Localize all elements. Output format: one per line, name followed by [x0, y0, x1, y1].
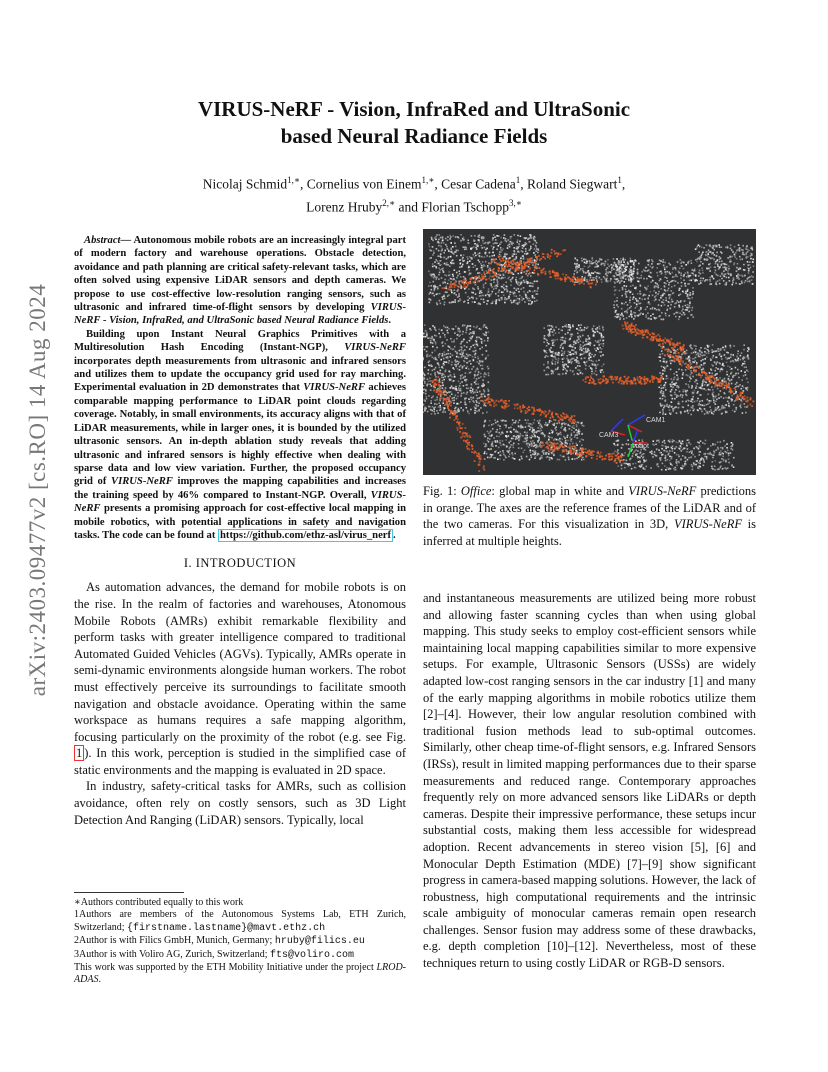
footnote-affiliation-1: [74, 909, 406, 935]
author-affiliation: 1: [617, 175, 622, 185]
abstract-text: improves the mapping capabilities and increases the training speed by 46% compared to Instant-NGP. Overall,: [74, 476, 406, 501]
abstract-text: .: [393, 529, 396, 541]
label-cam3: CAM3: [599, 432, 619, 439]
author-affiliation: 2,∗: [382, 197, 396, 208]
author-name: , Cesar Cadena: [434, 176, 516, 192]
caption-emphasis: VIRUS-NeRF: [628, 484, 697, 498]
abstract-text: presents a promising approach for cost-effective local mapping in mobile robotics, with potential applications in safety and navigation tasks. The code can be found at: [74, 503, 406, 541]
title-line-1: VIRUS-NeRF - Vision, InfraRed and UltraSonic: [197, 97, 631, 121]
author-name: , Roland Siegwart: [520, 176, 618, 192]
author-line-2: [120, 194, 708, 217]
caption-text: Fig. 1:: [423, 484, 461, 498]
label-cam1: CAM1: [646, 417, 666, 424]
footnote-affiliation-3: [74, 949, 406, 962]
abstract-emphasis: VIRUS-NeRF - Vision, InfraRed, and UltraSonic based Neural Radiance Fields: [74, 302, 406, 327]
footnote-text: This work was supported by the ETH Mobility Initiative under the project: [74, 962, 377, 974]
abstract-text: achieves comparable mapping performance to LiDAR point clouds regarding coverage. Notably, in small environments, its accuracy aligns with that of LiDAR measurements, while in larger ones, it is bounded by the utilized ultrasonic sensors. An in-depth ablation study reveals that adding ultrasonic and infrared sensors is highly effective when dealing with sparse data and low view variation. Further, the proposed occupancy grid of: [74, 382, 406, 488]
left-column: [74, 234, 406, 828]
abstract-paragraph-1: [74, 234, 406, 328]
author-affiliation: 1: [515, 175, 521, 185]
author-list: [120, 171, 708, 216]
abstract-text: incorporates depth measurements from ultrasonic and infrared sensors and utilizes them to update the occupancy grid used for ray marching. Experimental evaluation in 2D demonstrates that: [74, 355, 406, 394]
author-name: Nicolaj Schmid: [202, 176, 288, 192]
caption-text: is inferred at multiple heights.: [423, 517, 757, 548]
title-line-2: based Neural Radiance Fields: [280, 124, 548, 148]
intro-paragraph-1: [74, 579, 406, 778]
caption-emphasis: VIRUS-NeRF: [673, 517, 742, 532]
author-name: and Florian Tschopp: [395, 199, 510, 214]
right-column-body: [423, 590, 756, 972]
footnote-equal-contribution: ∗Authors contributed equally to this work: [74, 897, 244, 908]
abstract-text: Building upon Instant Neural Graphics Primitives with a Multiresolution Hash Encoding (Instant-NGP),: [74, 328, 406, 354]
footnote-text: 2Author is with Filics GmbH, Munich, Germany;: [74, 935, 275, 947]
global-map-points: [423, 234, 754, 471]
intro-text: As automation advances, the demand for mobile robots is on the rise. In the realm of factories and warehouses, Atonomous Mobile Robots (AMRs) exhibit remarkable flexibility and perform tasks with greater intelligence compared to traditional Automated Guided Vehicles (AGVs). Typically, AMRs operate in semi-dynamic environments alongside human workers. The robot must effectively perceive its surroundings to facilitate smooth navigation and obstacle avoidance. Operating within the same workspace as humans requires a safe mapping algorithm, focusing particularly on the proximity of the robot (e.g. see Fig.: [74, 580, 406, 744]
label-robot: robot: [633, 443, 649, 450]
paper-title: [140, 96, 688, 150]
footnote-email: {firstname.lastname}@mavt.ethz.ch: [127, 922, 326, 934]
footnote-affiliation-2: [74, 935, 406, 948]
abstract-paragraph-2: [74, 328, 406, 543]
author-affiliation: 1,∗: [287, 175, 301, 185]
introduction-body: [74, 579, 406, 828]
caption-text: : global map in white and: [491, 484, 629, 498]
footnote-project: LROD-ADAS: [74, 962, 406, 986]
footnote-email: hruby@filics.eu: [274, 936, 365, 948]
footnote-text: .: [98, 974, 101, 986]
abstract-label: Abstract: [84, 235, 121, 246]
abstract-emphasis: VIRUS-NeRF: [74, 489, 406, 515]
right-paragraph-1: and instantaneous measurements are utilized being more robust and allowing faster scanning cycles than when using global mapping. This study seeks to employ cost-efficient sensors while maintaining local mapping capabilities similar to more expensive setups. For example, Ultrasonic Sensors (USSs) are widely adapted low-cost ranging sensors in the car industry [1] and many of the early mapping algorithms in mobile robotics utilize them [2]–[4]. However, their low angular resolution combined with traditional fusion methods lead to sub-optimal outcomes. Similarly, other cheap time-of-flight sensors, e.g. Infrared Sensors (IRSs), result in limited mapping performances due to their sparse measurements and reduced range. Contemporary approaches frequently rely on more advanced sensors like LiDARs or depth cameras. Despite their impressive performance, these setups incur substantial costs, making them less accessible for widespread adoption. Recent advancements in stereo vision [5], [6] and Monocular Depth Estimation (MDE) [7]–[9] show significant progress in camera-based mapping solutions. However, the lack of robustness, high computational requirements and the intrinsic scale ambiguity of monocular cameras remain open research challenges. Sensor fusion may address some of these drawbacks, e.g. depth completion [10]–[12]. Nevertheless, most of these techniques return to using costly LiDAR or RGB-D sensors.: [423, 591, 756, 971]
intro-text: ). In this work, perception is studied in the simplified case of static environments and the mapping is evaluated in 2D space.: [74, 746, 406, 777]
figure-point-cloud-map: [423, 229, 756, 475]
arxiv-identifier: arXiv:2403.09477v2 [cs.RO] 14 Aug 2024: [25, 283, 50, 697]
code-link[interactable]: https://github.com/ethz-asl/virus_nerf: [220, 529, 392, 541]
author-affiliation: 1,∗: [421, 175, 435, 185]
footnote-text: 1Authors are members of the Autonomous Systems Lab, ETH Zurich, Switzerland;: [74, 909, 406, 933]
abstract-emphasis: VIRUS-NeRF: [111, 476, 173, 488]
author-line-1: Nicolaj Schmid$^{1,∗}$, Cornelius von Einem$^{1,∗}$, Cesar Cadena$^1$, Roland Siegwart$^1$,: [202, 175, 626, 192]
intro-paragraph-2: In industry, safety-critical tasks for AMRs, such as collision avoidance, often rely on costly sensors, such as 3D Light Detection And Ranging (LiDAR) sensors. Typically, local: [74, 779, 406, 827]
author-name: , Cornelius von Einem: [300, 176, 422, 192]
arxiv-sidebar: [20, 270, 56, 710]
author-name: Lorenz Hruby: [306, 199, 383, 214]
footnote-text: 3Author is with Voliro AG, Zurich, Switzerland;: [74, 948, 271, 960]
right-column: [423, 229, 756, 549]
abstract-text: — Autonomous mobile robots are an increasingly integral part of modern factory and warehouse operations. Obstacle detection, avoidance and path planning are critical safety-relevant tasks, which are often solved using expensive LiDAR sensors and depth cameras. We propose to use cost-effective low-resolution ranging sensors, such as ultrasonic and infrared time-of-flight sensors by developing: [74, 235, 406, 314]
section-heading-introduction: I. INTRODUCTION: [183, 556, 297, 571]
point-cloud-visualization: [423, 229, 756, 475]
footnote-funding: [74, 962, 406, 987]
abstract: [74, 234, 406, 542]
caption-text: predictions in orange. The axes are the reference frames of the LiDAR and of the two cameras. For this visualization in 3D,: [423, 484, 756, 532]
abstract-emphasis: VIRUS-NeRF: [303, 382, 366, 394]
footnote-email: fts@voliro.com: [270, 949, 355, 961]
footnote-rule: [74, 892, 184, 893]
author-affiliation: 3,∗: [509, 197, 522, 208]
abstract-emphasis: VIRUS-NeRF: [344, 342, 406, 354]
figure-reference-link[interactable]: 1: [76, 746, 83, 761]
caption-emphasis: Office: [460, 484, 492, 498]
abstract-text: .: [388, 315, 392, 327]
footnotes: [74, 892, 406, 987]
figure-caption: [423, 483, 756, 549]
